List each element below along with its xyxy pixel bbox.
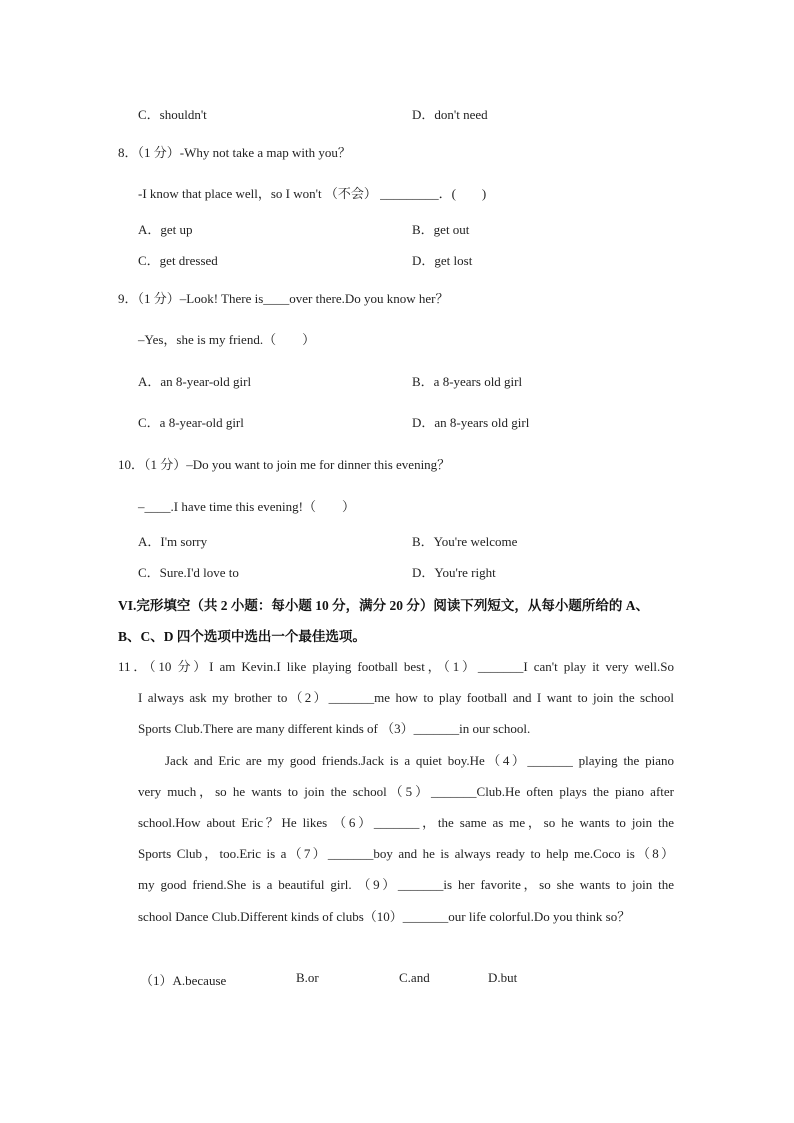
q8-stem: 8．（1 分）-Why not take a map with you？	[118, 145, 351, 160]
q7-option-c: C．shouldn't	[138, 107, 207, 122]
q11-line-6: school.How about Eric？He likes （6）_______，the same as me，so he wants to join the	[138, 815, 674, 830]
q8-option-a: A．get up	[138, 222, 193, 237]
q8-answer-line: -I know that place well，so I won't （不会） _________．( )	[138, 186, 487, 201]
q11-line-3: Sports Club.There are many different kinds of （3）_______in our school.	[138, 721, 531, 736]
q10-option-b: B．You're welcome	[412, 534, 518, 549]
q11-sub1-option-b: B.or	[296, 970, 319, 985]
q8-option-d: D．get lost	[412, 253, 473, 268]
q9-option-c: C．a 8-year-old girl	[138, 415, 244, 430]
q11-sub1-option-c: C.and	[399, 970, 430, 985]
q11-line-8: my good friend.She is a beautiful girl. （9）_______is her favorite，so she wants to join the	[138, 877, 674, 892]
q9-option-d: D．an 8-years old girl	[412, 415, 530, 430]
q10-option-c: C．Sure.I'd love to	[138, 565, 239, 580]
q11-line-4: Jack and Eric are my good friends.Jack is a quiet boy.He（4）_______ playing the piano	[165, 753, 674, 768]
section-heading-line2: B、C、D 四个选项中选出一个最佳选项。	[118, 629, 366, 644]
q8-option-b: B．get out	[412, 222, 470, 237]
q10-option-a: A．I'm sorry	[138, 534, 208, 549]
q11-line-9: school Dance Club.Different kinds of clubs（10）_______our life colorful.Do you think so？	[138, 909, 631, 924]
q8-option-c: C．get dressed	[138, 253, 218, 268]
q9-option-b: B．a 8-years old girl	[412, 374, 523, 389]
q11-sub1-option-a: （1）A.because	[140, 973, 227, 988]
q11-line-1: 11．（10 分）I am Kevin.I like playing football best，（1）_______I can't play it very well.So	[118, 659, 674, 674]
q10-option-d: D．You're right	[412, 565, 496, 580]
q10-answer-line: –____.I have time this evening!（ ）	[138, 499, 355, 514]
q9-option-a: A．an 8-year-old girl	[138, 374, 252, 389]
q11-sub1-option-d: D.but	[488, 970, 518, 985]
q9-stem: 9．（1 分）–Look! There is____over there.Do you know her？	[118, 291, 449, 306]
q9-answer-line: –Yes，she is my friend.（ ）	[138, 332, 316, 347]
q10-stem: 10．（1 分）–Do you want to join me for dinner this evening？	[118, 457, 451, 472]
q11-line-2: I always ask my brother to（2）_______me how to play football and I want to join the school	[138, 690, 674, 705]
q11-line-5: very much，so he wants to join the school（5）_______Club.He often plays the piano after	[138, 784, 674, 799]
q7-option-d: D．don't need	[412, 107, 488, 122]
section-heading-line1: VI.完形填空（共 2 小题：每小题 10 分，满分 20 分）阅读下列短文，从每小题所给的 A、	[118, 598, 650, 613]
q11-line-7: Sports Club，too.Eric is a（7）_______boy and he is always ready to help me.Coco is（8）	[138, 846, 674, 861]
